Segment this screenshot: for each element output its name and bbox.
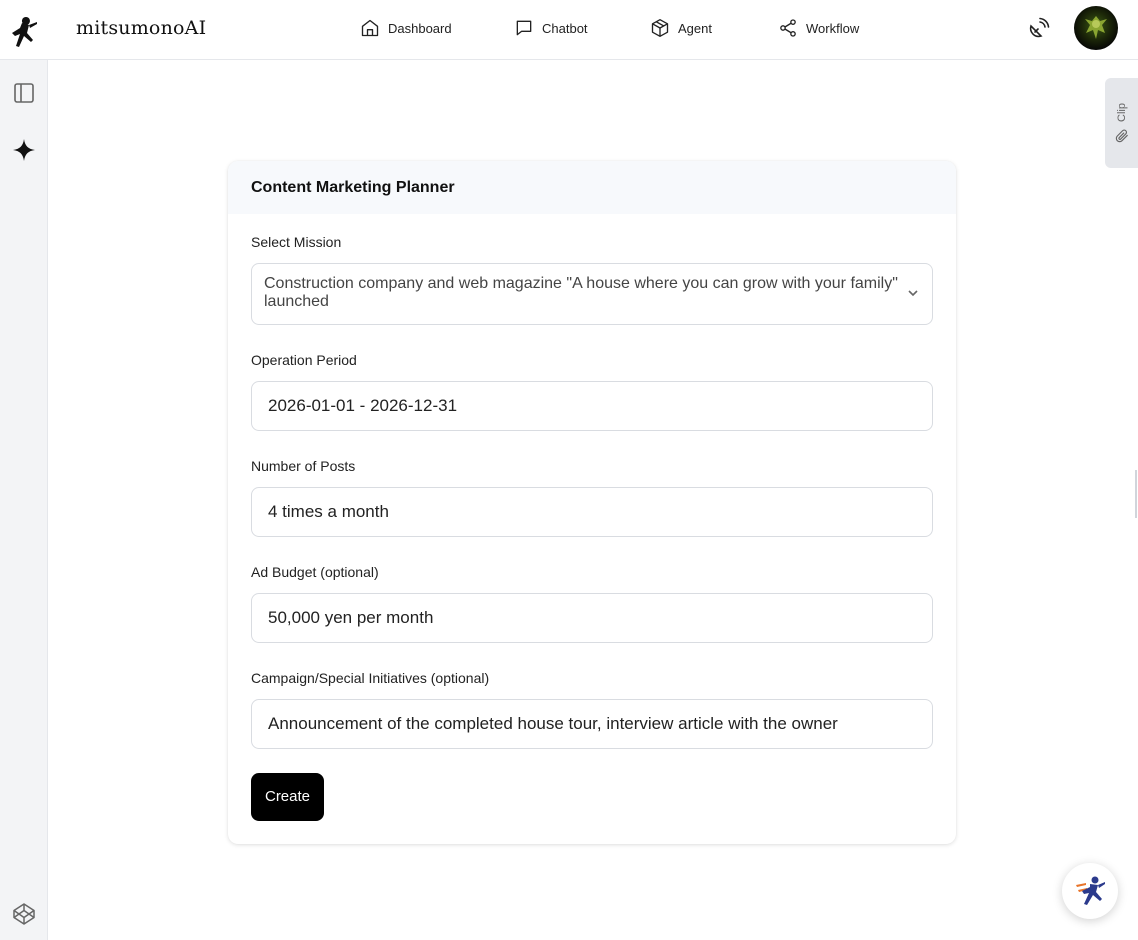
chat-icon <box>514 18 534 38</box>
sparkle-icon[interactable] <box>12 138 36 162</box>
left-sidebar <box>0 60 48 940</box>
mission-select[interactable] <box>251 263 933 325</box>
sidebar-toggle-icon[interactable] <box>12 81 36 105</box>
brand-name[interactable]: mitsumonoAI <box>76 17 207 39</box>
chevron-down-icon <box>906 286 920 300</box>
campaign-label: Campaign/Special Initiatives (optional) <box>251 670 490 686</box>
nav-workflow-label: Workflow <box>806 20 860 36</box>
scroll-edge-handle[interactable] <box>1135 470 1137 518</box>
avatar-figure-icon <box>1074 6 1118 50</box>
card-title: Content Marketing Planner <box>228 161 956 214</box>
nav-chatbot[interactable] <box>514 17 650 39</box>
posts-label: Number of Posts <box>251 458 356 474</box>
period-label: Operation Period <box>251 352 357 368</box>
ninja-logo-icon[interactable] <box>6 14 40 50</box>
box-icon <box>650 18 670 38</box>
satellite-dish-icon[interactable] <box>1026 17 1050 41</box>
paperclip-icon <box>1115 129 1129 143</box>
ninja-assistant-icon <box>1072 873 1108 909</box>
campaign-input[interactable]: Announcement of the completed house tour, interview article with the owner <box>251 699 933 749</box>
period-input[interactable]: 2026-01-01 - 2026-12-31 <box>251 381 933 431</box>
top-header <box>0 0 1138 60</box>
home-icon <box>360 18 380 38</box>
nav-agent[interactable] <box>650 17 778 39</box>
clip-label: Clip <box>1115 102 1128 122</box>
user-avatar[interactable] <box>1074 6 1118 50</box>
nav-chatbot-label: Chatbot <box>542 20 588 36</box>
share-icon <box>778 18 798 38</box>
budget-label: Ad Budget (optional) <box>251 564 379 580</box>
codepen-icon[interactable] <box>12 902 36 926</box>
mission-label: Select Mission <box>251 234 342 250</box>
nav-dashboard-label: Dashboard <box>388 20 452 36</box>
nav-dashboard[interactable] <box>360 17 514 39</box>
create-button[interactable]: Create <box>251 773 324 821</box>
nav-workflow[interactable] <box>778 17 859 39</box>
budget-input[interactable]: 50,000 yen per month <box>251 593 933 643</box>
nav-agent-label: Agent <box>678 20 712 36</box>
assistant-fab[interactable] <box>1062 863 1118 919</box>
clip-tab[interactable] <box>1105 78 1138 168</box>
mission-select-value: Construction company and web magazine "A house where you can grow with your family" launched <box>264 275 898 310</box>
main-nav <box>360 17 859 39</box>
planner-card <box>228 161 956 844</box>
posts-input[interactable]: 4 times a month <box>251 487 933 537</box>
